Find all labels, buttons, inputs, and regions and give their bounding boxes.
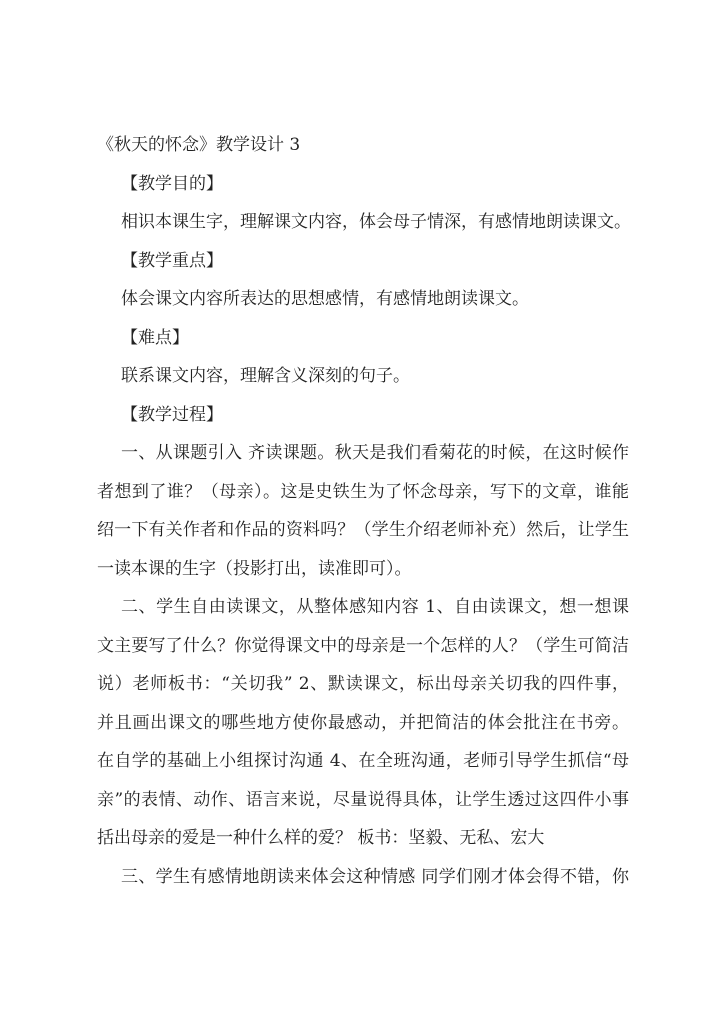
process-step-1: [97, 434, 629, 588]
paragraph-line: 二、学生自由读课文，从整体感知内容 1、自由读课文，想一想课: [121, 597, 629, 617]
heading-difficulty: 【难点】: [121, 327, 189, 348]
document-page: [97, 126, 629, 896]
paragraph-line: 者想到了谁？（母亲）。这是史铁生为了怀念母亲，写下的文章，谁能: [97, 481, 629, 502]
paragraph-line: 文主要写了什么？你觉得课文中的母亲是一个怎样的人？（学生可简洁: [97, 635, 629, 656]
paragraph-line: 亲”的表情、动作、语言来说，尽量说得具体，让学生透过这四件小事: [97, 789, 629, 810]
paragraph-line: 绍一下有关作者和作品的资料吗？（学生介绍老师补充）然后，让学生: [97, 520, 629, 540]
process-step-3: [97, 858, 629, 897]
focus-text: 体会课文内容所表达的思想感情，有感情地朗读课文。: [121, 289, 529, 309]
paragraph-line: 一、从课题引入 齐读课题。秋天是我们看菊花的时候，在这时候作: [121, 443, 629, 463]
paragraph-line: 说）老师板书：“关切我” 2、默读课文，标出母亲关切我的四件事，: [97, 674, 629, 694]
heading-process: 【教学过程】: [121, 404, 223, 425]
heading-focus: 【教学重点】: [121, 250, 223, 271]
paragraph-line: 三、学生有感情地朗读来体会这种情感 同学们刚才体会得不错，你: [121, 866, 629, 887]
paragraph-line: 在自学的基础上小组探讨沟通 4、在全班沟通，老师引导学生抓信“母: [97, 751, 629, 771]
heading-objective: 【教学目的】: [121, 173, 223, 194]
document-title: 《秋天的怀念》教学设计 3: [97, 135, 301, 155]
paragraph-line: 一读本课的生字（投影打出，读准即可）。: [97, 558, 412, 579]
paragraph-line: 并且画出课文的哪些地方使你最感动，并把简洁的体会批注在书旁。: [97, 712, 629, 733]
difficulty-text: 联系课文内容，理解含义深刻的句子。: [121, 366, 410, 386]
paragraph-line: 括出母亲的爱是一种什么样的爱？ 板书：坚毅、无私、宏大: [97, 828, 545, 848]
objective-text: 相识本课生字，理解课文内容，体会母子情深，有感情地朗读课文。: [121, 212, 631, 232]
process-step-2: [97, 588, 629, 858]
